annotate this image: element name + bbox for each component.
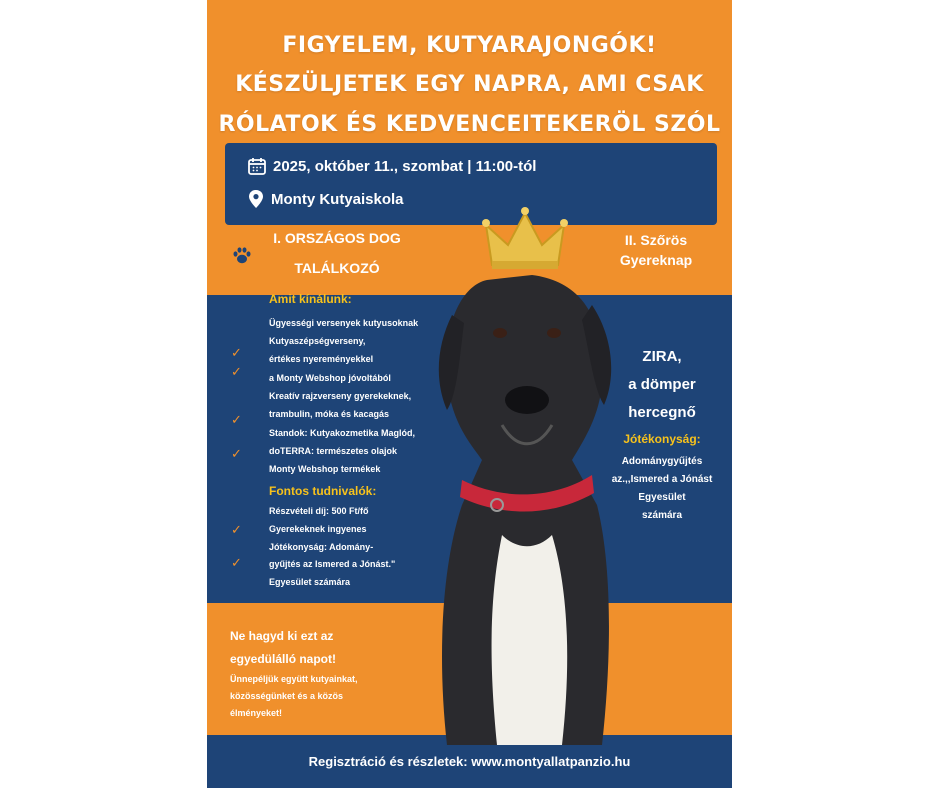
event-location: Monty Kutyaiskola	[271, 190, 404, 208]
offer-item: értékes nyereményekkel	[269, 354, 374, 364]
offer-item: Kutyaszépségverseny,	[269, 336, 366, 346]
charity-line-3: Egyesület	[638, 492, 686, 503]
cta-line-3: Ünnepéljük együtt kutyainkat,	[230, 674, 358, 684]
offer-item: trambulin, móka és kacagás	[269, 409, 390, 419]
charity-line-4: számára	[641, 510, 683, 521]
note-item: Gyerekeknek ingyenes	[269, 524, 367, 534]
registration-link[interactable]: Regisztráció és részletek: www.montyallatpanzio.hu	[308, 754, 631, 769]
event-poster	[207, 0, 732, 788]
cta-line-4: közösségünket és a közös	[230, 691, 344, 701]
notes-heading: Fontos tudnivalók:	[269, 484, 377, 498]
date-row	[247, 156, 536, 176]
charity-line-1: Adománygyűjtés	[621, 456, 703, 467]
right-title-line-2: Gyereknap	[619, 252, 693, 268]
location-row	[247, 189, 404, 209]
headline-line-3: RÓLATOK ÉS KEDVENCEITEKERÖL SZÓL	[218, 112, 721, 137]
zira-line-1: ZIRA,	[642, 348, 682, 365]
offer-item: doTERRA: természetes olajok	[269, 446, 398, 456]
note-item: gyűjtés az Ismered a Jónást."	[269, 559, 396, 569]
offer-item: Kreatív rajzverseny gyerekeknek,	[269, 391, 412, 401]
cta-line-5: élményeket!	[230, 708, 283, 718]
note-item: Egyesület számára	[269, 577, 351, 587]
offer-item: Ügyességi versenyek kutyusoknak	[269, 318, 419, 328]
cta-line-2: egyedülálló napot!	[230, 652, 337, 666]
left-title-line-2: TALÁLKOZÓ	[294, 260, 380, 276]
check-icon: ✓	[231, 555, 242, 570]
charity-line-2: az.,,Ismered a Jónást	[611, 474, 713, 485]
zira-line-2: a dömper	[628, 376, 696, 393]
offers-heading: Amit kínálunk:	[269, 292, 352, 306]
offer-item: a Monty Webshop jóvoltából	[269, 373, 391, 383]
check-icon: ✓	[231, 522, 242, 537]
note-item: Jótékonyság: Adomány-	[269, 542, 374, 552]
check-icon: ✓	[231, 446, 242, 461]
offer-item: Monty Webshop termékek	[269, 464, 381, 474]
headline-line-2: KÉSZÜLJETEK EGY NAPRA, AMI CSAK	[235, 72, 704, 97]
left-title-line-1: I. ORSZÁGOS DOG	[273, 230, 401, 246]
offer-item: Standok: Kutyakozmetika Maglód,	[269, 428, 416, 438]
cta-line-1: Ne hagyd ki ezt az	[230, 629, 334, 643]
location-pin-icon	[247, 189, 265, 209]
paw-icon	[231, 244, 253, 266]
check-icon: ✓	[231, 345, 242, 360]
note-item: Részvételi díj: 500 Ft/fő	[269, 506, 369, 516]
event-date: 2025, október 11., szombat | 11:00-tól	[273, 157, 537, 175]
right-title-line-1: II. Szőrös	[624, 232, 688, 248]
check-icon: ✓	[231, 364, 242, 379]
charity-heading: Jótékonyság:	[623, 432, 701, 446]
zira-line-3: hercegnő	[628, 404, 696, 421]
crown-icon	[482, 207, 568, 269]
headline-line-1: FIGYELEM, KUTYARAJONGÓK!	[282, 33, 657, 58]
check-icon: ✓	[231, 412, 242, 427]
calendar-icon	[247, 156, 267, 176]
